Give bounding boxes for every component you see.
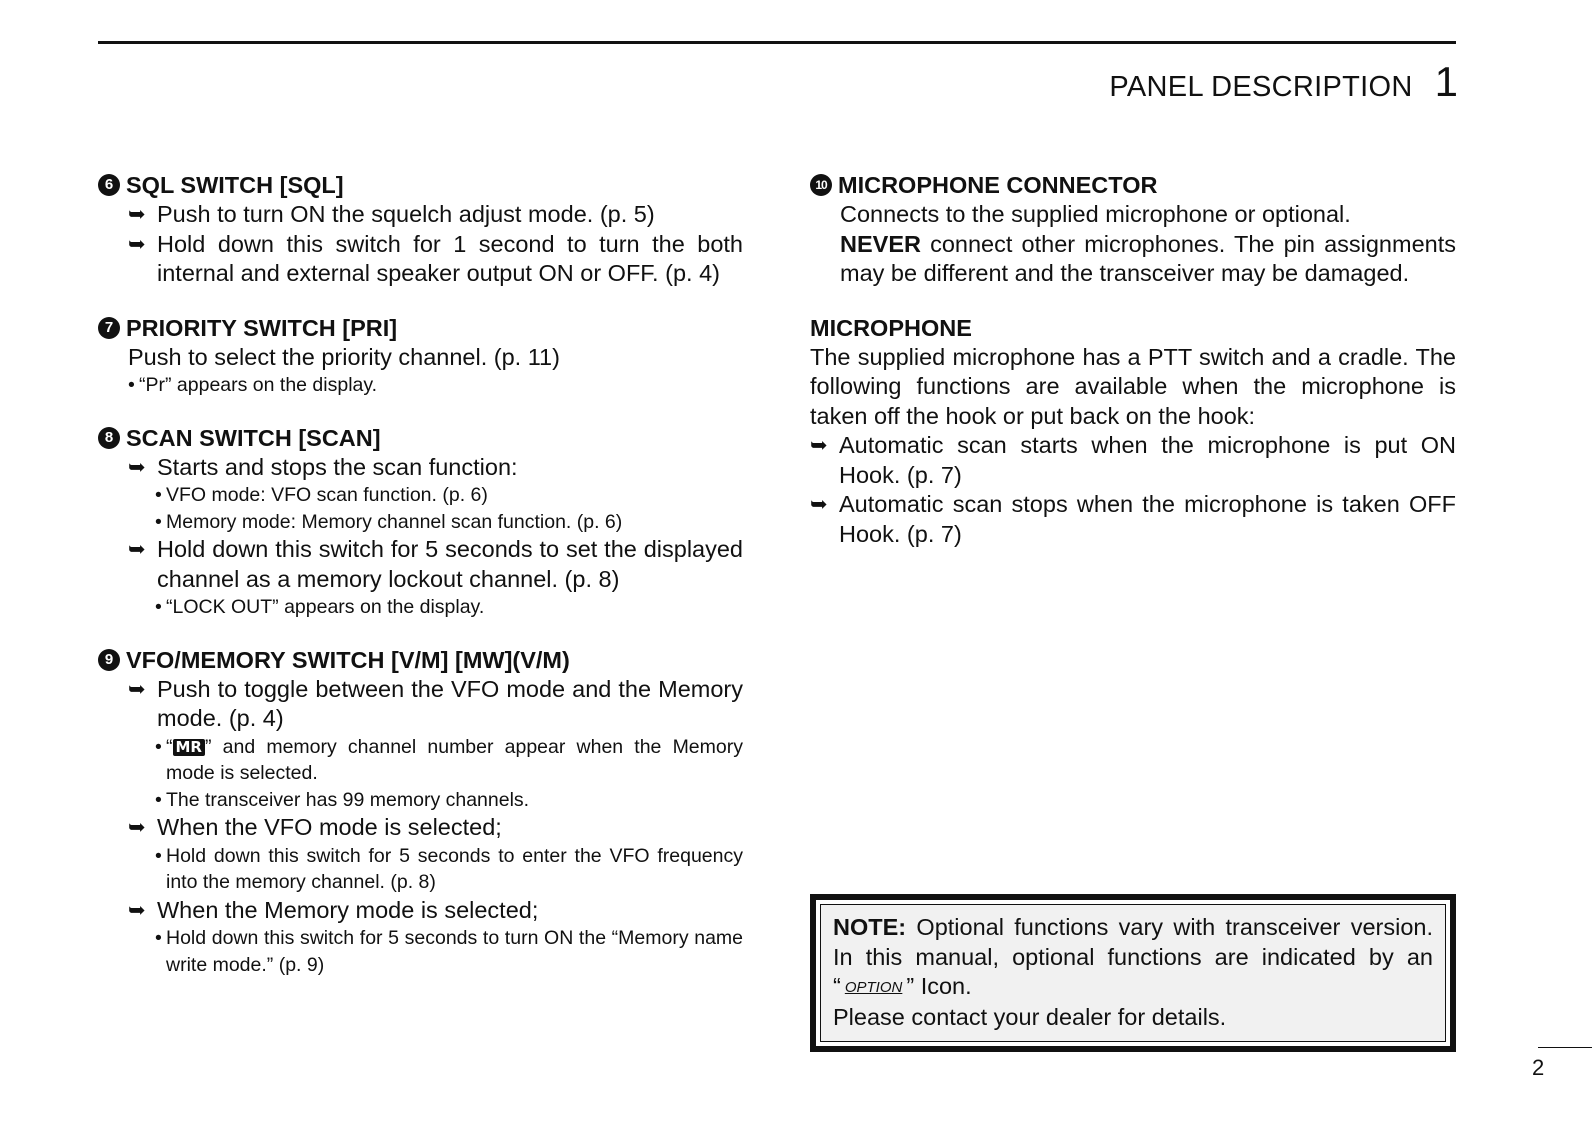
list-item [98, 896, 743, 926]
item-text: When the VFO mode is selected; [157, 814, 502, 840]
list-item [98, 200, 743, 230]
list-item [98, 230, 743, 289]
bullet-text: “Pr” appears on the display. [139, 374, 378, 396]
bullet-icon: • [155, 788, 162, 811]
arrow-icon: ➥ [128, 203, 146, 226]
arrow-icon: ➥ [128, 898, 146, 922]
note-line: Please contact your dealer for details. [833, 1003, 1227, 1030]
note-line: In this manual, optional functions are indicated by an [833, 943, 1433, 970]
bullet-text: “LOCK OUT” appears on the display. [166, 596, 485, 618]
bullet-item [98, 594, 743, 621]
bullet-icon: • [128, 374, 135, 396]
list-item [98, 453, 743, 483]
item-text: Starts and stops the scan function: [157, 453, 518, 480]
sql-switch-heading [98, 170, 743, 200]
item-text: Push to toggle between the VFO mode and the Memory mode. (p. 4) [157, 675, 743, 731]
option-icon: OPTION [844, 979, 903, 996]
list-item [98, 813, 743, 843]
bullet-icon: • [155, 596, 162, 618]
item-text: Push to turn ON the squelch adjust mode. (p. 5) [157, 201, 655, 227]
heading-text: VFO/MEMORY SWITCH [V/M] [MW](V/M) [126, 646, 570, 673]
vfo-memory-switch-section [98, 645, 743, 979]
note-line [833, 913, 1433, 943]
note-box [810, 894, 1456, 1052]
item-text: Automatic scan starts when the microphone is put ON Hook. (p. 7) [839, 432, 1456, 488]
warning-rest: connect other microphones. The pin assignments may be different and the transceiver may be damaged. [840, 230, 1456, 286]
item-text: When the Memory mode is selected; [157, 896, 539, 923]
bullet-text: The transceiver has 99 memory channels. [166, 788, 530, 811]
left-column [98, 170, 743, 1002]
bullet-rest: ” and memory channel number appear when the Memory mode is selected. [166, 735, 743, 784]
quote-open: “ [166, 735, 173, 758]
list-item [98, 675, 743, 734]
bullet-icon: • [155, 510, 162, 533]
arrow-icon: ➥ [128, 455, 146, 479]
bullet-item [98, 509, 743, 536]
microphone-heading [810, 313, 1456, 343]
marker-6-icon: 6 [98, 174, 120, 196]
bullet-item [98, 925, 743, 978]
bullet-icon: • [155, 927, 162, 949]
bullet-text: Memory mode: Memory channel scan function. (p. 6) [166, 510, 623, 533]
page-number-rule [1538, 1047, 1592, 1048]
marker-7-icon: 7 [98, 317, 120, 339]
never-label: NEVER [840, 230, 921, 257]
item-text: Automatic scan stops when the microphone is taken OFF Hook. (p. 7) [839, 491, 1456, 547]
heading-text: MICROPHONE CONNECTOR [838, 172, 1158, 198]
sql-switch-section [98, 170, 743, 289]
page-number: 2 [1532, 1055, 1545, 1080]
heading-text: SCAN SWITCH [SCAN] [126, 424, 381, 451]
marker-10-icon: 10 [810, 174, 832, 196]
priority-switch-section [98, 313, 743, 399]
bullet-item [98, 843, 743, 896]
list-item [98, 535, 743, 594]
bullet-text [166, 734, 743, 787]
heading-text: PRIORITY SWITCH [PRI] [126, 314, 398, 341]
bullet-item [98, 482, 743, 509]
bullet-icon: • [155, 484, 162, 506]
priority-switch-heading [98, 313, 743, 343]
body-text: Push to select the priority channel. (p. 11) [128, 343, 560, 370]
top-rule [98, 41, 1456, 44]
bullet-text: Hold down this switch for 5 seconds to turn ON the “Memory name write mode.” (p. 9) [166, 927, 743, 976]
scan-switch-heading [98, 423, 743, 453]
marker-9-icon: 9 [98, 649, 120, 671]
microphone-connector-section [810, 170, 1456, 289]
body-text: The supplied microphone has a PTT switch and a cradle. The following functions are available when the microphone is taken off the hook or put back on the hook: [810, 343, 1456, 429]
bullet-item [98, 372, 743, 399]
arrow-icon: ➥ [128, 538, 146, 561]
bullet-text: VFO mode: VFO scan function. (p. 6) [166, 484, 488, 506]
chapter-number: 1 [1434, 58, 1458, 105]
heading-text: MICROPHONE [810, 314, 972, 341]
page-header [1109, 58, 1458, 106]
warning-text [810, 230, 1456, 289]
arrow-icon: ➥ [128, 677, 146, 701]
list-item [810, 490, 1456, 549]
arrow-icon: ➥ [128, 232, 146, 256]
list-item [810, 431, 1456, 490]
note-text: Optional functions vary with transceiver version. [906, 914, 1433, 940]
arrow-icon: ➥ [810, 493, 828, 516]
mr-icon: MR [173, 739, 205, 756]
item-text: Hold down this switch for 1 second to turn the both internal and external speaker output ON or OFF. (p. 4) [157, 230, 743, 286]
note-text: ” Icon. [906, 973, 972, 999]
microphone-section [810, 313, 1456, 550]
heading-text: SQL SWITCH [SQL] [126, 172, 344, 198]
bullet-icon: • [155, 735, 162, 758]
right-column [810, 170, 1456, 573]
bullet-item [98, 787, 743, 814]
note-label: NOTE: [833, 914, 907, 940]
bullet-text: Hold down this switch for 5 seconds to enter the VFO frequency into the memory channel. (p. 8) [166, 844, 743, 893]
scan-switch-section [98, 423, 743, 621]
quote-open: “ [833, 973, 841, 999]
bullet-icon: • [155, 844, 162, 867]
body-text: Connects to the supplied microphone or optional. [840, 201, 1351, 227]
note-line [833, 972, 1433, 1003]
marker-8-icon: 8 [98, 427, 120, 449]
item-text: Hold down this switch for 5 seconds to set the displayed channel as a memory lockout channel. (p. 8) [157, 536, 743, 592]
arrow-icon: ➥ [810, 434, 828, 457]
section-title: PANEL DESCRIPTION [1109, 71, 1413, 103]
bullet-item [98, 734, 743, 787]
arrow-icon: ➥ [128, 816, 146, 839]
vfo-memory-switch-heading [98, 645, 743, 675]
microphone-connector-heading [810, 170, 1456, 200]
note-content [820, 904, 1446, 1042]
